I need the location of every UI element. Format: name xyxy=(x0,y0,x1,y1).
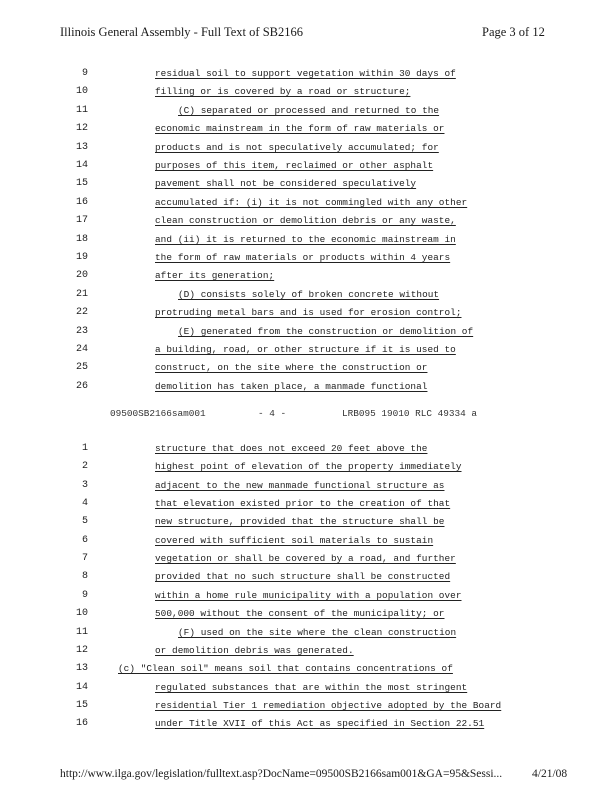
line-text: economic mainstream in the form of raw materials or xyxy=(155,123,445,135)
line-text: products and is not speculatively accumulated; for xyxy=(155,141,439,153)
page-break-header xyxy=(0,406,606,422)
line-text: purposes of this item, reclaimed or other asphalt xyxy=(155,160,434,171)
line-text: that elevation existed prior to the creation of that xyxy=(155,498,451,510)
text-line xyxy=(0,360,606,376)
line-number: 6 xyxy=(81,534,88,546)
line-text: residential Tier 1 remediation objective adopted by the Board xyxy=(155,699,502,711)
text-line xyxy=(0,551,606,567)
bill-code: 09500SB2166sam001 xyxy=(110,408,206,419)
line-number: 11 xyxy=(75,626,88,638)
page-footer xyxy=(60,768,568,780)
line-number: 5 xyxy=(81,516,88,528)
line-text: filling or is covered by a road or structure; xyxy=(155,86,411,98)
line-text: highest point of elevation of the property immediately xyxy=(155,461,462,473)
line-number: 12 xyxy=(75,644,88,656)
line-number: 24 xyxy=(75,344,88,355)
text-line xyxy=(0,625,606,641)
line-number: 25 xyxy=(75,362,88,374)
print-date: 4/21/08 xyxy=(532,768,568,780)
text-line xyxy=(0,250,606,266)
line-number: 2 xyxy=(81,461,88,473)
text-line xyxy=(0,643,606,659)
line-number: 12 xyxy=(75,123,88,135)
document-title: Illinois General Assembly - Full Text of SB2166 xyxy=(60,25,303,39)
line-text: after its generation; xyxy=(155,270,275,282)
line-number: 13 xyxy=(75,141,88,153)
line-number: 19 xyxy=(75,252,88,263)
text-line xyxy=(0,287,606,303)
line-number: 11 xyxy=(75,104,88,116)
line-number: 10 xyxy=(75,608,88,620)
text-line xyxy=(0,441,606,457)
line-number: 23 xyxy=(75,325,88,337)
text-line xyxy=(0,661,606,677)
line-text: demolition has taken place, a manmade functional xyxy=(155,380,428,392)
line-text: a building, road, or other structure if it is used to xyxy=(155,344,456,355)
line-number: 9 xyxy=(81,589,88,601)
text-line xyxy=(0,195,606,211)
line-text: regulated substances that are within the most stringent xyxy=(155,681,468,693)
line-text: and (ii) it is returned to the economic mainstream in xyxy=(155,233,456,245)
line-text: accumulated if: (i) it is not commingled with any other xyxy=(155,196,468,208)
line-number: 17 xyxy=(75,215,88,227)
source-url[interactable]: http://www.ilga.gov/legislation/fulltext.asp?DocName=09500SB2166sam001&GA=95&Sessi... xyxy=(60,768,503,780)
line-number: 4 xyxy=(81,498,88,510)
page-indicator: Page 3 of 12 xyxy=(482,25,545,39)
line-text: pavement shall not be considered speculatively xyxy=(155,178,417,190)
line-number: 1 xyxy=(81,443,88,454)
text-line xyxy=(0,569,606,585)
line-number: 21 xyxy=(75,288,88,300)
text-line xyxy=(0,268,606,284)
line-number: 22 xyxy=(75,307,88,319)
text-line xyxy=(0,533,606,549)
line-text: under Title XVII of this Act as specified in Section 22.51 xyxy=(155,718,485,730)
line-text: adjacent to the new manmade functional structure as xyxy=(155,479,445,491)
line-number: 7 xyxy=(81,553,88,565)
text-line xyxy=(0,588,606,604)
text-line xyxy=(0,66,606,82)
line-text: structure that does not exceed 20 feet above the xyxy=(155,443,428,454)
text-line xyxy=(0,305,606,321)
text-line xyxy=(0,496,606,512)
text-line xyxy=(0,478,606,494)
line-text: (C) separated or processed and returned to the xyxy=(178,104,440,116)
text-line xyxy=(0,213,606,229)
line-number: 13 xyxy=(75,663,88,675)
line-text: vegetation or shall be covered by a road, and further xyxy=(155,553,456,565)
text-line xyxy=(0,84,606,100)
line-text: or demolition debris was generated. xyxy=(155,644,354,656)
text-line xyxy=(0,680,606,696)
line-number: 15 xyxy=(75,178,88,190)
line-text: (F) used on the site where the clean construction xyxy=(178,626,457,638)
text-line xyxy=(0,158,606,174)
text-line xyxy=(0,606,606,622)
line-text: (D) consists solely of broken concrete without xyxy=(178,288,440,300)
line-text: residual soil to support vegetation within 30 days of xyxy=(155,68,456,79)
line-text: clean construction or demolition debris or any waste, xyxy=(155,215,456,227)
page-number-mark: - 4 - xyxy=(258,408,287,419)
text-line xyxy=(0,342,606,358)
text-line xyxy=(0,716,606,732)
line-number: 9 xyxy=(81,68,88,79)
line-number: 20 xyxy=(75,270,88,282)
text-line xyxy=(0,121,606,137)
text-line xyxy=(0,140,606,156)
text-line xyxy=(0,514,606,530)
line-number: 15 xyxy=(75,699,88,711)
line-number: 26 xyxy=(75,380,88,392)
text-line xyxy=(0,324,606,340)
line-text: within a home rule municipality with a population over xyxy=(155,589,462,601)
line-text: new structure, provided that the structure shall be xyxy=(155,516,445,528)
text-line xyxy=(0,176,606,192)
line-text: the form of raw materials or products within 4 years xyxy=(155,252,451,263)
lrb-code: LRB095 19010 RLC 49334 a xyxy=(342,408,478,419)
line-text: (c) "Clean soil" means soil that contains concentrations of xyxy=(118,663,453,675)
line-text: (E) generated from the construction or demolition of xyxy=(178,325,474,337)
line-text: covered with sufficient soil materials to sustain xyxy=(155,534,434,546)
line-number: 10 xyxy=(75,86,88,98)
line-number: 18 xyxy=(75,233,88,245)
text-line xyxy=(0,698,606,714)
line-text: 500,000 without the consent of the municipality; or xyxy=(155,608,445,620)
line-text: construct, on the site where the construction or xyxy=(155,362,428,374)
line-number: 8 xyxy=(81,571,88,583)
text-line xyxy=(0,103,606,119)
text-line xyxy=(0,379,606,395)
text-line xyxy=(0,459,606,475)
line-text: protruding metal bars and is used for erosion control; xyxy=(155,307,462,319)
line-number: 16 xyxy=(75,196,88,208)
line-number: 14 xyxy=(75,160,88,171)
line-number: 3 xyxy=(81,479,88,491)
line-number: 16 xyxy=(75,718,88,730)
line-text: provided that no such structure shall be constructed xyxy=(155,571,451,583)
text-line xyxy=(0,232,606,248)
line-number: 14 xyxy=(75,681,88,693)
